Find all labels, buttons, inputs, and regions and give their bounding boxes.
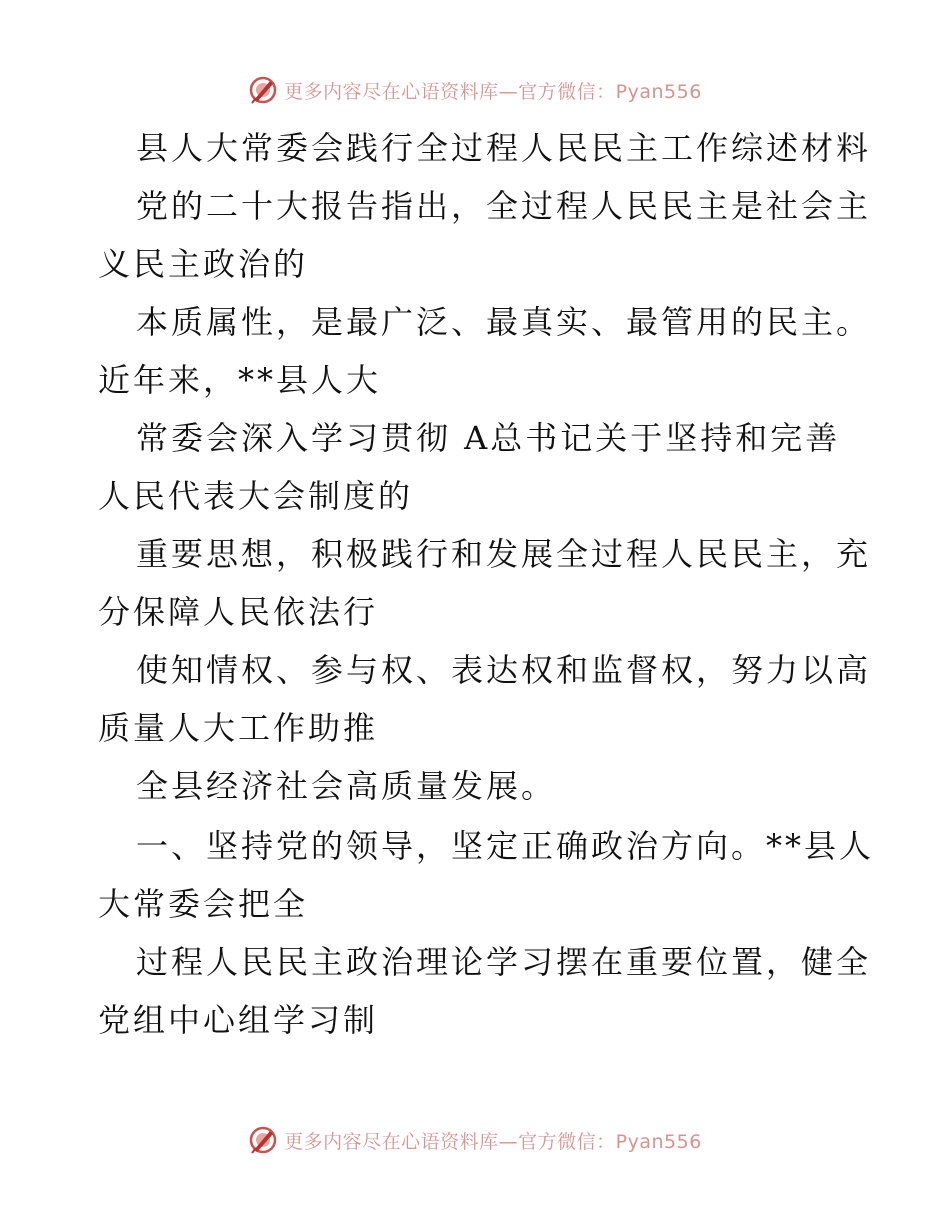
paragraph-line: 义民主政治的 (98, 245, 309, 283)
paragraph-line: 重要思想，积极践行和发展全过程人民民主，充 (136, 535, 872, 573)
paragraph-line: 过程人民民主政治理论学习摆在重要位置，健全 (136, 943, 872, 981)
paragraph-line: 党组中心组学习制 (98, 1001, 379, 1039)
section-heading-line: 一、坚持党的领导，坚定正确政治方向。**县人 (136, 827, 875, 865)
quill-seal-icon (248, 1125, 278, 1155)
quill-seal-icon (248, 75, 278, 105)
footer-watermark (0, 1122, 950, 1158)
paragraph-line: 党的二十大报告指出，全过程人民民主是社会主 (136, 187, 872, 225)
watermark-text: 更多内容尽在心语资料库—官方微信：Pyan556 (284, 80, 702, 103)
paragraph-line: 近年来，**县人大 (98, 361, 382, 399)
watermark-text: 更多内容尽在心语资料库—官方微信：Pyan556 (284, 1130, 702, 1153)
paragraph-line: 使知情权、参与权、表达权和监督权，努力以高 (136, 651, 872, 689)
paragraph-line: 本质属性，是最广泛、最真实、最管用的民主。 (136, 303, 872, 341)
header-watermark (0, 72, 950, 108)
paragraph-line: 人民代表大会制度的 (98, 477, 414, 515)
paragraph-line: 常委会深入学习贯彻 A总书记关于坚持和完善 (136, 419, 841, 457)
document-title: 县人大常委会践行全过程人民民主工作综述材料 (136, 129, 872, 167)
paragraph-line: 质量人大工作助推 (98, 709, 379, 747)
paragraph-line: 全县经济社会高质量发展。 (136, 767, 557, 805)
paragraph-line: 分保障人民依法行 (98, 593, 379, 631)
paragraph-line: 大常委会把全 (98, 885, 309, 923)
